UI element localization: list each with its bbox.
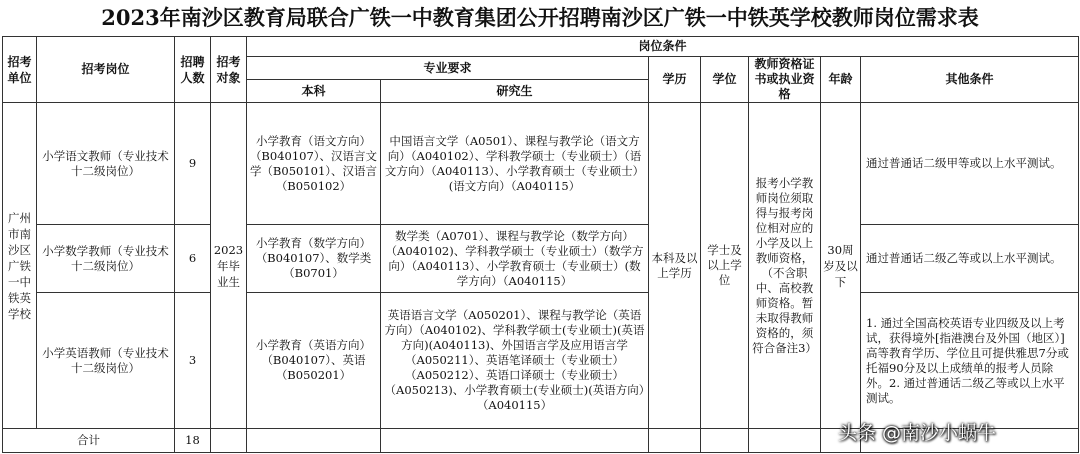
header-conditions: 岗位条件 xyxy=(247,37,1079,57)
watermark: 头条 @南沙小蜗牛 xyxy=(838,422,997,444)
empty-cell xyxy=(701,429,749,453)
post-cell: 小学语文教师（专业技术十二级岗位） xyxy=(37,103,175,225)
bachelor-cell: 小学教育（数学方向）（B040107）、数学类（B0701） xyxy=(247,225,381,293)
recruitment-table xyxy=(2,36,1079,453)
header-age: 年龄 xyxy=(821,57,861,103)
graduate-cell: 英语语言文学（A050201）、课程与教学论（英语方向）（A040102)、学科教学硕士(专业硕士)(英语方向)(A040113)、外国语言学及应用语言学（A050211）、英语笔译硕士（专业硕士）（A050212）、英语口译硕士（专业硕士）（A050213)、小学教育硕士(专业硕士)(英语方向）（A040115） xyxy=(381,293,649,429)
bachelor-cell: 小学教育（英语方向）（B040107）、英语（B050201） xyxy=(247,293,381,429)
empty-cell xyxy=(211,429,247,453)
count-cell: 6 xyxy=(175,225,211,293)
header-post: 招考岗位 xyxy=(37,37,175,103)
total-count: 18 xyxy=(175,429,211,453)
header-education: 学历 xyxy=(649,57,701,103)
header-count: 招聘人数 xyxy=(175,37,211,103)
count-cell: 3 xyxy=(175,293,211,429)
post-cell: 小学数学教师（专业技术十二级岗位） xyxy=(37,225,175,293)
post-cell: 小学英语教师（专业技术十二级岗位） xyxy=(37,293,175,429)
target-cell: 2023年毕业生 xyxy=(211,103,247,429)
empty-cell xyxy=(649,429,701,453)
education-cell: 本科及以上学历 xyxy=(649,103,701,429)
graduate-cell: 数学类（A0701）、课程与教学论（数学方向）（A040102)、学科教学硕士（专业硕士）（数学方向）（A040113）、小学教育硕士（专业硕士）(数学方向）（A040115） xyxy=(381,225,649,293)
header-target: 招考对象 xyxy=(211,37,247,103)
other-cell: 通过普通话二级乙等或以上水平测试。 xyxy=(861,225,1079,293)
header-unit: 招考单位 xyxy=(3,37,37,103)
header-major: 专业要求 xyxy=(247,57,649,80)
table-row xyxy=(3,293,1079,429)
empty-cell xyxy=(749,429,821,453)
table-row xyxy=(3,103,1079,225)
empty-cell xyxy=(381,429,649,453)
bachelor-cell: 小学教育（语文方向）（B040107）、汉语言文学（B050101）、汉语言（B050102） xyxy=(247,103,381,225)
certificate-cell: 报考小学教师岗位须取得与报考岗位相对应的小学及以上教师资格，（不含职中、高校教师资格。暂未取得教师资格的，须符合备注3） xyxy=(749,103,821,429)
header-degree: 学位 xyxy=(701,57,749,103)
other-cell: 1. 通过全国高校英语专业四级及以上考试，获得境外[指港澳台及外国（地区）]高等教育学历、学位且可提供雅思7分或托福90分及以上成绩单的报考人员除外。2. 通过普通话二级乙等或以上水平测试。 xyxy=(861,293,1079,429)
header-certificate: 教师资格证书或执业资格 xyxy=(749,57,821,103)
unit-cell: 广州市南沙区广铁一中铁英学校 xyxy=(3,103,37,429)
table-row xyxy=(3,225,1079,293)
header-bachelor: 本科 xyxy=(247,80,381,103)
degree-cell: 学士及以上学位 xyxy=(701,103,749,429)
count-cell: 9 xyxy=(175,103,211,225)
other-cell: 通过普通话二级甲等或以上水平测试。 xyxy=(861,103,1079,225)
total-label: 合计 xyxy=(3,429,175,453)
header-graduate: 研究生 xyxy=(381,80,649,103)
age-cell: 30周岁及以下 xyxy=(821,103,861,429)
empty-cell xyxy=(247,429,381,453)
header-other: 其他条件 xyxy=(861,57,1079,103)
page-title: 2023年南沙区教育局联合广铁一中教育集团公开招聘南沙区广铁一中铁英学校教师岗位需求表 xyxy=(101,5,979,30)
graduate-cell: 中国语言文学（A0501）、课程与教学论（语文方向）（A040102）、学科教学硕士（专业硕士）（语文方向）（A040113）、小学教育硕士（专业硕士）(语文方向）（A040115） xyxy=(381,103,649,225)
